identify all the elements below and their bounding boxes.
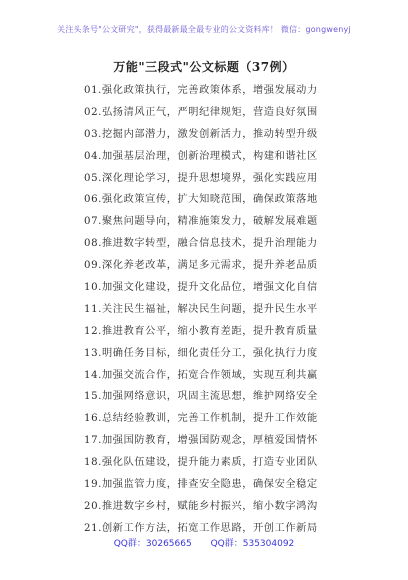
list-item: 14.加强交流合作，拓宽合作领域，实现互利共赢 [84,369,318,381]
list-item: 15.加强网络意识，巩固主流思想，维护网络安全 [84,391,318,403]
list-item: 12.推进教育公平，缩小教育差距，提升教育质量 [84,325,318,337]
list-item: 11.关注民生福祉，解决民生问题，提升民生水平 [84,303,318,315]
list-item: 03.挖掘内部潜力，激发创新活力，推动转型升级 [84,128,318,140]
footer-qq-group-1: QQ群：30265665 [113,539,192,549]
list-item: 18.强化队伍建设，提升能力素质，打造专业团队 [84,457,318,469]
list-item: 10.加强文化建设，提升文化品位，增强文化自信 [84,282,318,294]
footer [0,536,408,549]
list-item: 04.加强基层治理，创新治理模式，构建和谐社区 [84,150,318,162]
list-item: 02.弘扬清风正气，严明纪律规矩，营造良好氛围 [84,106,318,118]
list-item: 20.推进数字乡村，赋能乡村振兴，缩小数字鸿沟 [84,500,318,512]
list-item: 21.创新工作方法，拓宽工作思路，开创工作新局 [84,522,318,534]
list-item: 19.加强监管力度，排查安全隐患，确保安全稳定 [84,479,318,491]
list-item: 13.明确任务目标，细化责任分工，强化执行力度 [84,347,318,359]
title-list [84,80,334,540]
list-item: 16.总结经验教训，完善工作机制，提升工作效能 [84,413,318,425]
list-item: 05.深化理论学习，提升思想境界，强化实践应用 [84,172,318,184]
list-item: 01.强化政策执行，完善政策体系，增强发展动力 [84,85,318,96]
list-item: 09.深化养老改革，满足多元需求，提升养老品质 [84,260,318,272]
footer-qq-group-2: QQ群：535304092 [210,539,295,549]
list-item: 17.加强国防教育，增强国防观念，厚植爱国情怀 [84,435,318,447]
list-item: 07.聚焦问题导向，精准施策发力，破解发展难题 [84,216,318,228]
list-item: 06.强化政策宣传，扩大知晓范围，确保政策落地 [84,194,318,206]
header-banner: 关注头条号"公文研究"，获得最新最全最专业的公文资料库！ 微信：gongwenyj [57,25,351,34]
page-title: 万能"三段式"公文标题（37例） [113,60,295,74]
list-item: 08.推进数字转型，融合信息技术，提升治理能力 [84,238,318,250]
